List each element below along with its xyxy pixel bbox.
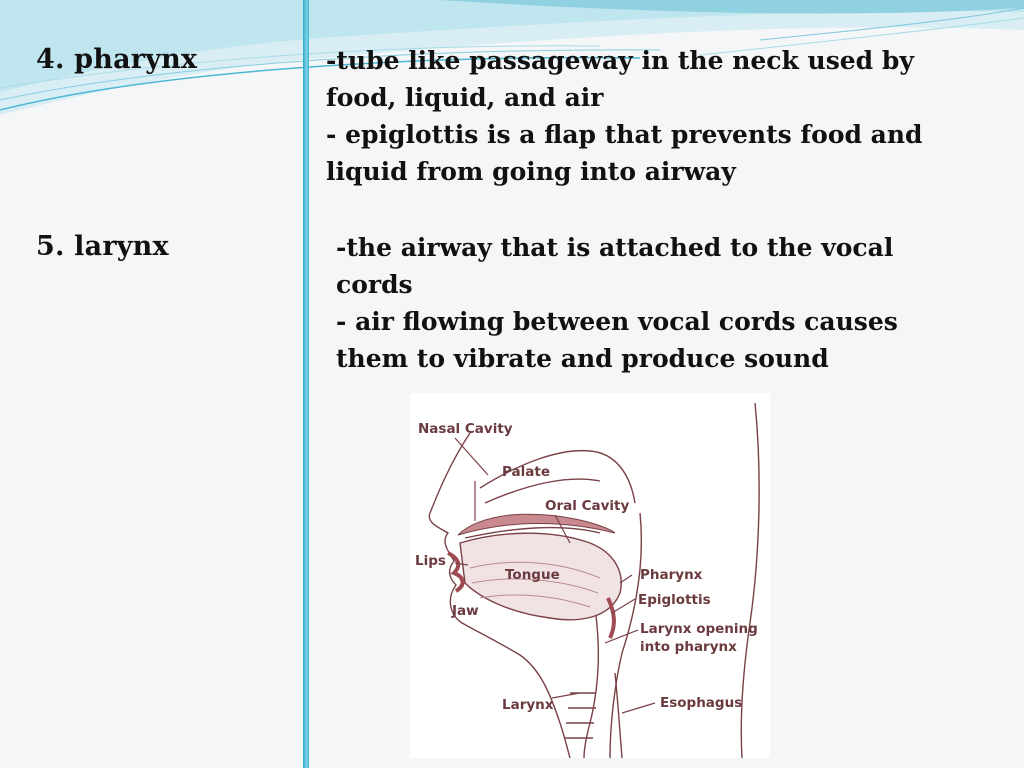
definition-line: them to vibrate and produce sound bbox=[336, 344, 829, 373]
label-lips: Lips bbox=[415, 553, 446, 569]
label-nasal-cavity: Nasal Cavity bbox=[418, 421, 513, 437]
definition-line: -tube like passageway in the neck used by bbox=[326, 46, 914, 75]
column-divider bbox=[303, 0, 309, 768]
definition-line: cords bbox=[336, 270, 413, 299]
label-jaw: Jaw bbox=[452, 603, 479, 619]
definition-pharynx bbox=[326, 42, 923, 190]
definition-line: - air flowing between vocal cords causes bbox=[336, 307, 898, 336]
term-pharynx: 4. pharynx bbox=[36, 44, 198, 75]
label-epiglottis: Epiglottis bbox=[638, 592, 711, 608]
definition-line: food, liquid, and air bbox=[326, 83, 604, 112]
label-pharynx: Pharynx bbox=[640, 567, 703, 583]
label-palate: Palate bbox=[502, 464, 550, 480]
label-larynx-opening: Larynx opening bbox=[640, 621, 758, 637]
label-oral-cavity: Oral Cavity bbox=[545, 498, 630, 514]
definition-line: - epiglottis is a flap that prevents food and bbox=[326, 120, 923, 149]
throat-anatomy-diagram bbox=[410, 393, 770, 758]
definition-line: liquid from going into airway bbox=[326, 157, 736, 186]
label-into-pharynx: into pharynx bbox=[640, 639, 737, 655]
label-larynx: Larynx bbox=[502, 697, 554, 713]
definition-larynx bbox=[336, 229, 898, 377]
term-larynx: 5. larynx bbox=[36, 231, 169, 262]
label-esophagus: Esophagus bbox=[660, 695, 743, 711]
definition-line: -the airway that is attached to the vocal bbox=[336, 233, 894, 262]
label-tongue: Tongue bbox=[505, 567, 560, 583]
